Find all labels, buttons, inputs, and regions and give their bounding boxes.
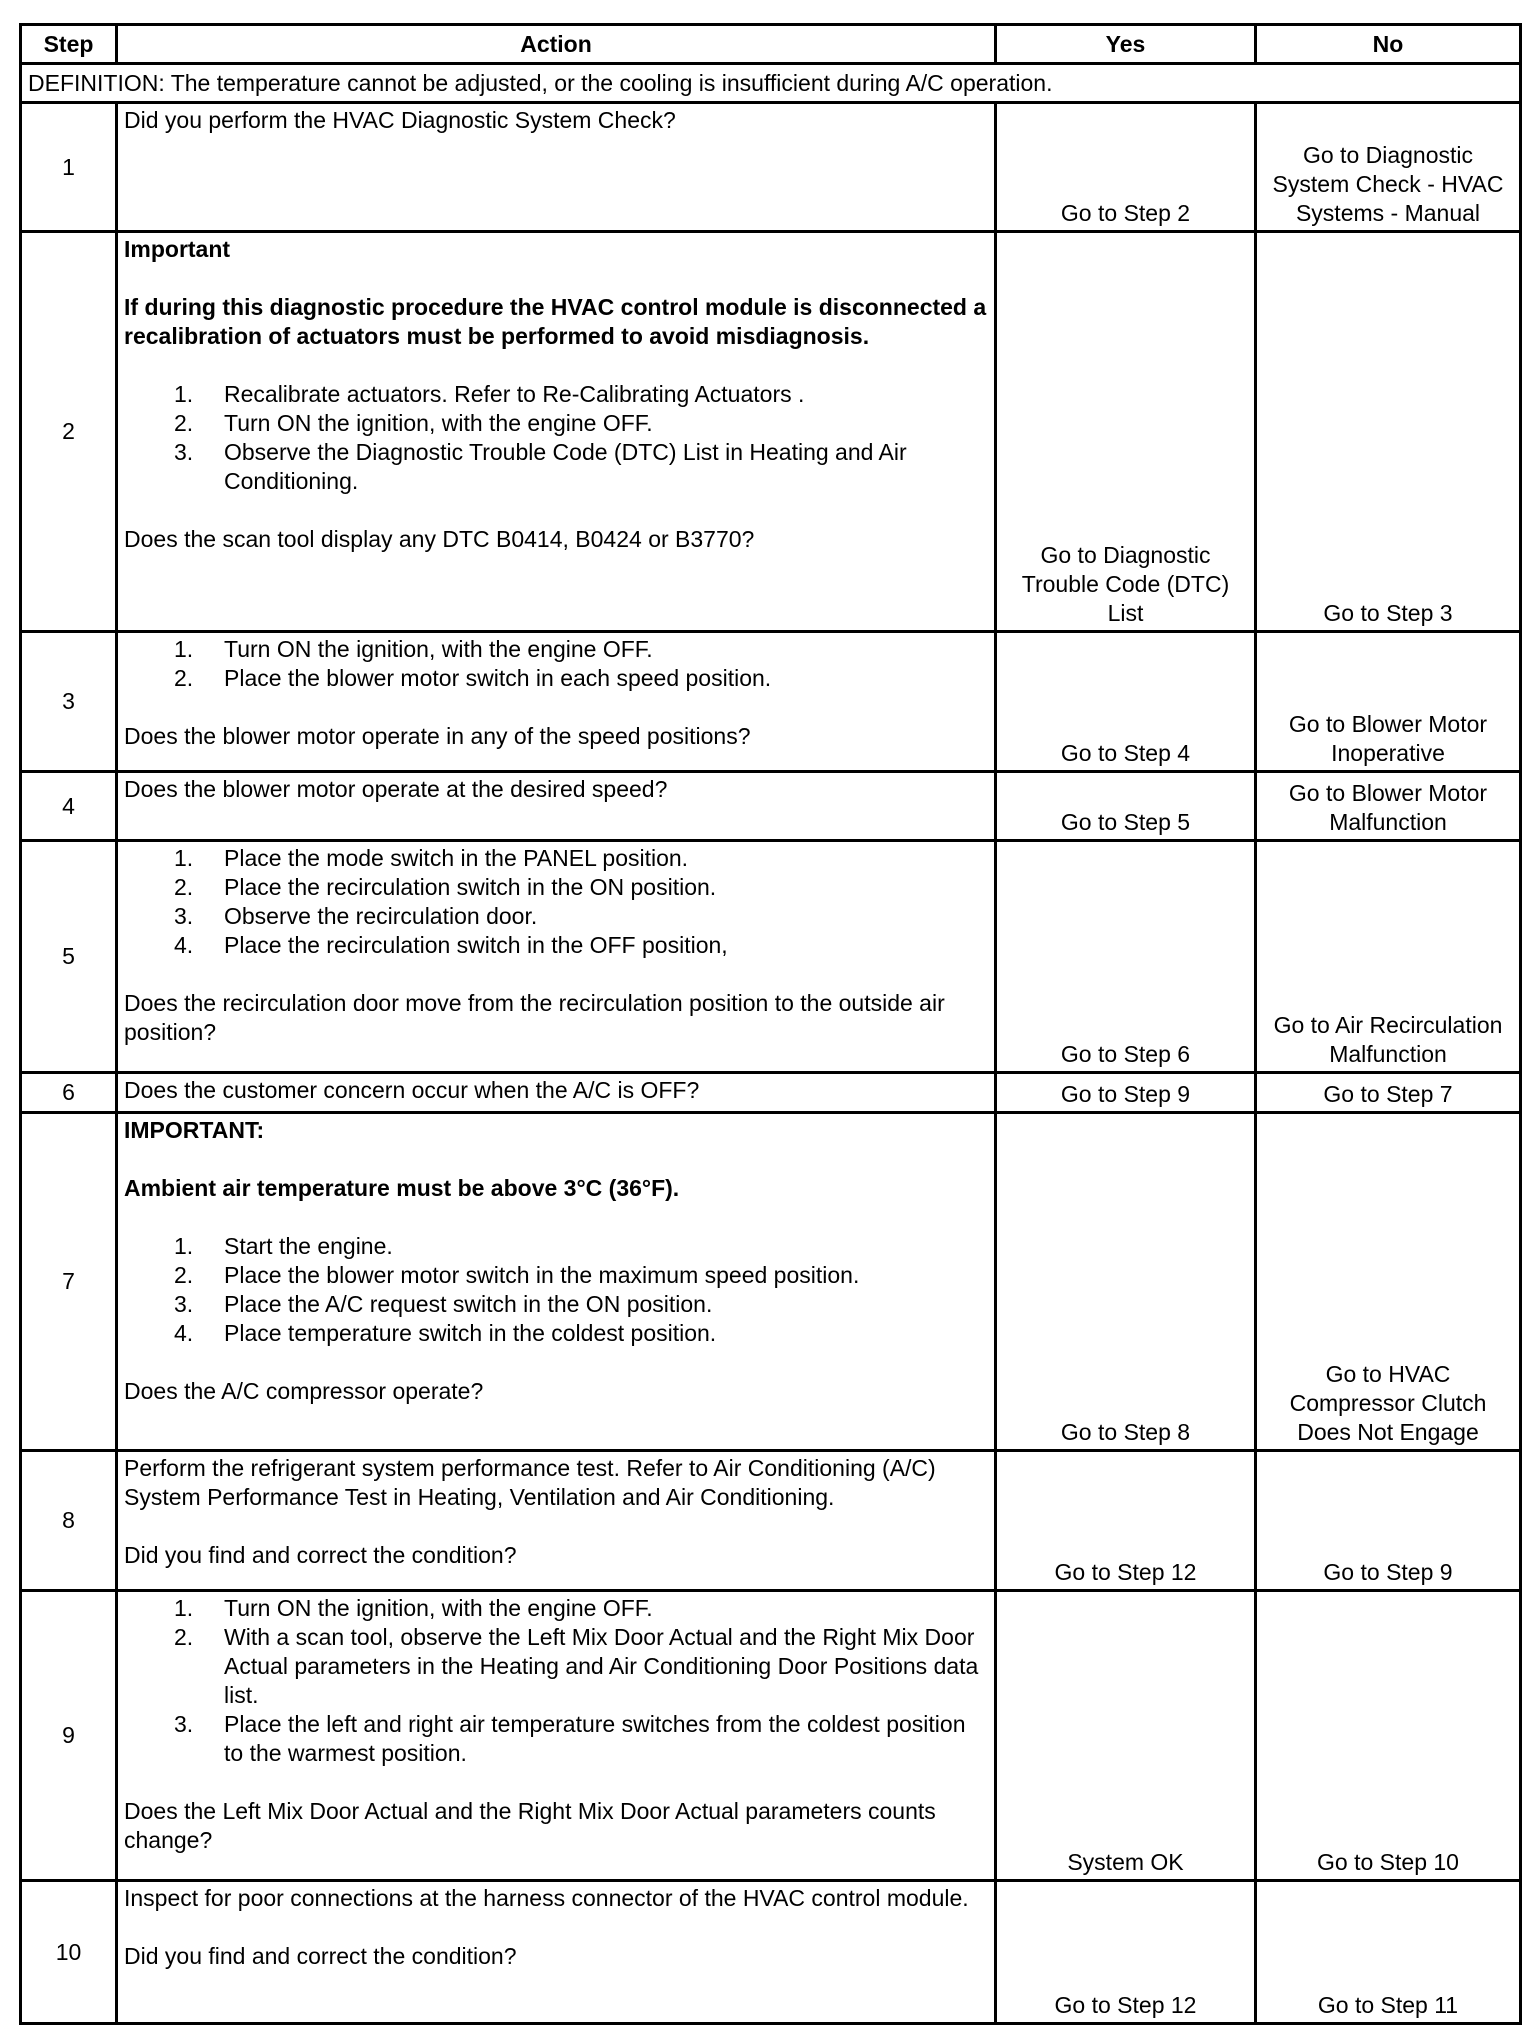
no-result: Go to Step 9 <box>1256 1451 1521 1591</box>
definition-text: DEFINITION: The temperature cannot be adjusted, or the cooling is insufficient during A/C operation. <box>21 64 1521 103</box>
list-item-text: Recalibrate actuators. Refer to Re-Calibrating Actuators . <box>224 381 805 407</box>
list-item-text: Observe the recirculation door. <box>224 903 538 929</box>
list-item-number: 2. <box>174 410 194 436</box>
table-row <box>21 103 1521 232</box>
action-text: Does the customer concern occur when the A/C is OFF? <box>124 1077 700 1103</box>
action-cell <box>117 1451 996 1591</box>
table-row <box>21 1591 1521 1881</box>
yes-result: Go to Step 2 <box>996 103 1256 232</box>
table-row <box>21 1451 1521 1591</box>
yes-result: Go to Step 6 <box>996 841 1256 1073</box>
important-title: IMPORTANT: <box>124 1117 265 1143</box>
action-cell <box>117 232 996 632</box>
action-question: Does the Left Mix Door Actual and the Right Mix Door Actual parameters counts change? <box>124 1798 936 1853</box>
header-row <box>21 25 1521 64</box>
yes-result: Go to Step 8 <box>996 1113 1256 1451</box>
list-item <box>124 664 988 693</box>
list-item-number: 3. <box>174 903 194 929</box>
header-yes: Yes <box>996 25 1256 64</box>
step-number: 1 <box>21 103 117 232</box>
no-result: Go to Step 7 <box>1256 1073 1521 1113</box>
yes-result: Go to Step 5 <box>996 772 1256 841</box>
action-cell <box>117 632 996 772</box>
list-item <box>124 902 988 931</box>
action-question: Does the blower motor operate in any of the speed positions? <box>124 723 751 749</box>
action-cell <box>117 1881 996 2024</box>
list-item-text: Place the recirculation switch in the OFF position, <box>224 932 728 958</box>
diagnostic-table <box>19 23 1522 2025</box>
action-steps-list <box>124 1232 988 1348</box>
action-cell <box>117 103 996 232</box>
list-item-number: 4. <box>174 1320 194 1346</box>
definition-row <box>21 64 1521 103</box>
list-item <box>124 1623 988 1710</box>
important-text: If during this diagnostic procedure the HVAC control module is disconnected a recalibration of actuators must be performed to avoid misdiagnosis. <box>124 294 987 349</box>
table-row <box>21 1113 1521 1451</box>
list-item <box>124 1710 988 1768</box>
action-cell <box>117 1591 996 1881</box>
action-text: Perform the refrigerant system performance test. Refer to Air Conditioning (A/C) System Performance Test in Heating, Ventilation and Air Conditioning. <box>124 1455 936 1510</box>
action-cell <box>117 772 996 841</box>
no-result: Go to Blower Motor Malfunction <box>1256 772 1521 841</box>
list-item-number: 1. <box>174 381 194 407</box>
action-text: Inspect for poor connections at the harness connector of the HVAC control module. <box>124 1885 969 1911</box>
table-row <box>21 1881 1521 2024</box>
step-number: 7 <box>21 1113 117 1451</box>
yes-result: System OK <box>996 1591 1256 1881</box>
list-item-number: 2. <box>174 1262 194 1288</box>
action-steps-list <box>124 635 988 693</box>
action-cell <box>117 1073 996 1113</box>
yes-result: Go to Step 12 <box>996 1881 1256 2024</box>
list-item <box>124 438 988 496</box>
important-text: Ambient air temperature must be above 3°C (36°F). <box>124 1175 680 1201</box>
list-item <box>124 844 988 873</box>
step-number: 6 <box>21 1073 117 1113</box>
list-item-text: Turn ON the ignition, with the engine OFF. <box>224 1595 653 1621</box>
list-item-number: 2. <box>174 665 194 691</box>
list-item-text: With a scan tool, observe the Left Mix Door Actual and the Right Mix Door Actual parameters in the Heating and Air Conditioning Door Positions data list. <box>224 1624 979 1708</box>
list-item-number: 1. <box>174 845 194 871</box>
header-step: Step <box>21 25 117 64</box>
no-result: Go to Diagnostic System Check - HVAC Systems - Manual <box>1256 103 1521 232</box>
list-item-number: 3. <box>174 439 194 465</box>
list-item-text: Start the engine. <box>224 1233 393 1259</box>
list-item <box>124 1319 988 1348</box>
action-question: Did you find and correct the condition? <box>124 1542 517 1568</box>
list-item-text: Place temperature switch in the coldest position. <box>224 1320 717 1346</box>
list-item <box>124 409 988 438</box>
step-number: 4 <box>21 772 117 841</box>
action-text: Did you perform the HVAC Diagnostic System Check? <box>124 107 676 133</box>
action-question: Does the A/C compressor operate? <box>124 1378 484 1404</box>
list-item-number: 4. <box>174 932 194 958</box>
step-number: 9 <box>21 1591 117 1881</box>
action-cell <box>117 841 996 1073</box>
list-item-number: 1. <box>174 1595 194 1621</box>
list-item-number: 3. <box>174 1291 194 1317</box>
list-item-text: Place the left and right air temperature switches from the coldest position to the warmest position. <box>224 1711 966 1766</box>
list-item-text: Turn ON the ignition, with the engine OFF. <box>224 410 653 436</box>
action-question: Does the scan tool display any DTC B0414, B0424 or B3770? <box>124 526 755 552</box>
list-item-text: Turn ON the ignition, with the engine OFF. <box>224 636 653 662</box>
yes-result: Go to Diagnostic Trouble Code (DTC) List <box>996 232 1256 632</box>
yes-result: Go to Step 9 <box>996 1073 1256 1113</box>
yes-result: Go to Step 12 <box>996 1451 1256 1591</box>
list-item-text: Place the A/C request switch in the ON position. <box>224 1291 713 1317</box>
step-number: 5 <box>21 841 117 1073</box>
header-action: Action <box>117 25 996 64</box>
action-question: Does the recirculation door move from the recirculation position to the outside air position? <box>124 990 945 1045</box>
step-number: 3 <box>21 632 117 772</box>
no-result: Go to HVAC Compressor Clutch Does Not Engage <box>1256 1113 1521 1451</box>
list-item <box>124 873 988 902</box>
list-item-text: Place the blower motor switch in the maximum speed position. <box>224 1262 860 1288</box>
table-row <box>21 632 1521 772</box>
list-item <box>124 931 988 960</box>
list-item-number: 2. <box>174 1624 194 1650</box>
table-row <box>21 232 1521 632</box>
list-item-text: Place the mode switch in the PANEL position. <box>224 845 689 871</box>
no-result: Go to Blower Motor Inoperative <box>1256 632 1521 772</box>
list-item-number: 1. <box>174 636 194 662</box>
action-steps-list <box>124 1594 988 1768</box>
list-item-text: Observe the Diagnostic Trouble Code (DTC) List in Heating and Air Conditioning. <box>224 439 907 494</box>
list-item <box>124 380 988 409</box>
step-number: 2 <box>21 232 117 632</box>
table-row <box>21 841 1521 1073</box>
step-number: 8 <box>21 1451 117 1591</box>
no-result: Go to Air Recirculation Malfunction <box>1256 841 1521 1073</box>
no-result: Go to Step 10 <box>1256 1591 1521 1881</box>
list-item <box>124 1290 988 1319</box>
no-result: Go to Step 11 <box>1256 1881 1521 2024</box>
table-row <box>21 1073 1521 1113</box>
header-no: No <box>1256 25 1521 64</box>
important-title: Important <box>124 236 231 262</box>
list-item <box>124 635 988 664</box>
list-item <box>124 1232 988 1261</box>
action-question: Did you find and correct the condition? <box>124 1943 517 1969</box>
list-item-number: 2. <box>174 874 194 900</box>
no-result: Go to Step 3 <box>1256 232 1521 632</box>
action-steps-list <box>124 380 988 496</box>
yes-result: Go to Step 4 <box>996 632 1256 772</box>
diagnostic-table-sheet <box>19 23 1519 2025</box>
table-row <box>21 772 1521 841</box>
step-number: 10 <box>21 1881 117 2024</box>
list-item-text: Place the recirculation switch in the ON position. <box>224 874 717 900</box>
list-item-number: 1. <box>174 1233 194 1259</box>
list-item <box>124 1594 988 1623</box>
list-item-number: 3. <box>174 1711 194 1737</box>
list-item-text: Place the blower motor switch in each speed position. <box>224 665 772 691</box>
action-cell <box>117 1113 996 1451</box>
list-item <box>124 1261 988 1290</box>
action-steps-list <box>124 844 988 960</box>
action-text: Does the blower motor operate at the desired speed? <box>124 776 668 802</box>
